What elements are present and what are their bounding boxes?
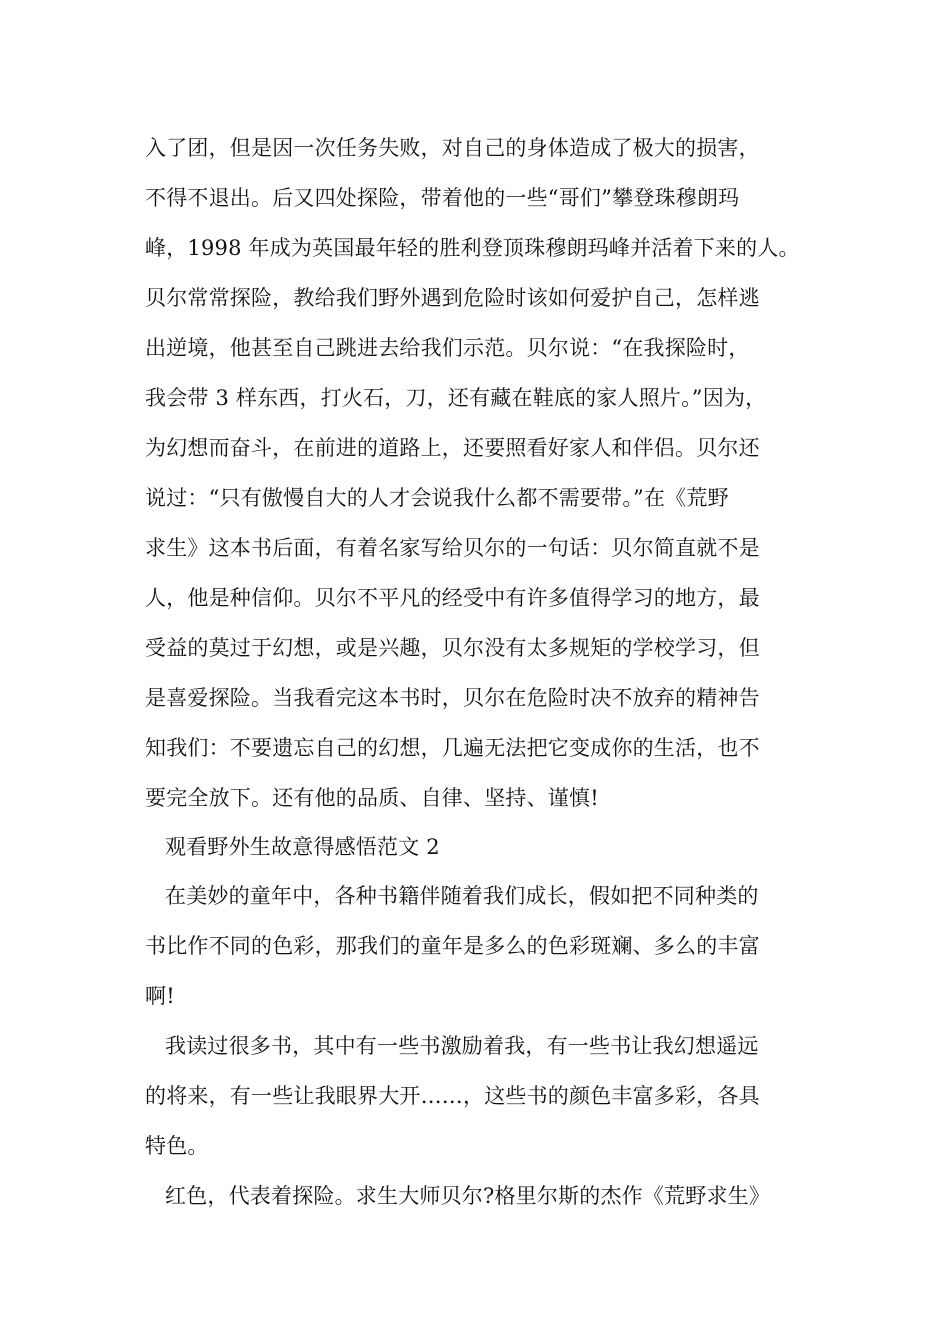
text-line: 书比作不同的色彩，那我们的童年是多么的色彩斑斓、多么的丰富 (145, 934, 760, 958)
text-line: 的将来，有一些让我眼界大开……，这些书的颜色丰富多彩，各具 (145, 1084, 760, 1108)
text-line: 峰，1998 年成为英国最年轻的胜利登顶珠穆朗玛峰并活着下来的人。 (145, 236, 800, 260)
text-line: 我会带 3 样东西，打火石，刀，还有藏在鞋底的家人照片。”因为， (145, 386, 767, 410)
text-line: 贝尔常常探险，教给我们野外遇到危险时该如何爱护自己，怎样逃 (145, 286, 760, 310)
text-line: 求生》这本书后面，有着名家写给贝尔的一句话：贝尔简直就不是 (145, 536, 760, 560)
text-line: 知我们：不要遗忘自己的幻想，几遍无法把它变成你的生活，也不 (145, 736, 760, 760)
text-line: 为幻想而奋斗，在前进的道路上，还要照看好家人和伴侣。贝尔还 (145, 436, 760, 460)
text-line: 特色。 (145, 1134, 209, 1158)
section-heading: 观看野外生故意得感悟范文 2 (165, 835, 440, 859)
text-line: 是喜爱探险。当我看完这本书时，贝尔在危险时决不放弃的精神告 (145, 686, 760, 710)
text-line: 啊! (145, 984, 175, 1008)
text-line: 要完全放下。还有他的品质、自律、坚持、谨慎! (145, 786, 599, 810)
text-line: 我读过很多书，其中有一些书激励着我，有一些书让我幻想遥远 (165, 1034, 759, 1058)
text-line: 红色，代表着探险。求生大师贝尔?格里尔斯的杰作《荒野求生》 (165, 1184, 771, 1208)
text-line: 受益的莫过于幻想，或是兴趣，贝尔没有太多规矩的学校学习，但 (145, 636, 760, 660)
text-line: 出逆境，他甚至自己跳进去给我们示范。贝尔说：“在我探险时， (145, 336, 750, 360)
text-line: 不得不退出。后又四处探险，带着他的一些“哥们”攀登珠穆朗玛 (145, 186, 740, 210)
text-line: 在美妙的童年中，各种书籍伴随着我们成长，假如把不同种类的 (165, 884, 759, 908)
text-line: 入了团，但是因一次任务失败，对自己的身体造成了极大的损害， (145, 136, 760, 160)
text-line: 说过：“只有傲慢自大的人才会说我什么都不需要带。”在《荒野 (145, 486, 729, 510)
text-line: 人，他是种信仰。贝尔不平凡的经受中有许多值得学习的地方，最 (145, 586, 760, 610)
